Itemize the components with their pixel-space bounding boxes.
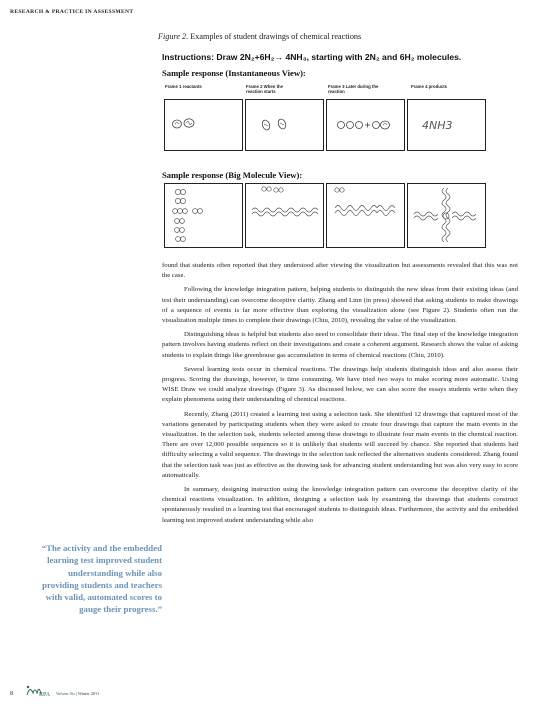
paragraph-6: In summary, designing instruction using the knowledge integration pattern can overcome the deceptive clarity of the chemical reactions visualization. In addition, designing a selection task by examining the drawings that students construct spontaneously resulted in a learning test that encouraged students to distinguish ideas. Furthermore, the activity and the embedded learning test improved student understanding while also	[162, 486, 518, 524]
paragraph-2: Following the knowledge integration pattern, helping students to distinguish the new ideas from their existing ideas (and test their understanding) can overcome deceptive clarity. Zhang and Linn (in press) showed that asking students to make drawings of a sequence of events is far more effective than exploring the visualization alone (see Figure 2). Students often run the visualization multiple times to complete their drawings (Chiu, 2010), revealing the value of the visualization.	[162, 286, 518, 325]
instant-frame-4	[407, 99, 486, 151]
frame-label-2: Frame 2 When the reaction starts	[246, 84, 284, 94]
reaction-start-drawing	[246, 100, 323, 150]
big-molecule-view-label: Sample response (Big Molecule View):	[162, 170, 303, 180]
frame4-handwriting: 4NH3	[422, 119, 453, 132]
instant-frame-3	[326, 99, 405, 151]
article-body	[162, 261, 518, 530]
later-reaction-drawing	[327, 100, 404, 150]
big-later-reaction-drawing	[327, 184, 404, 247]
pull-quote: “The activity and the embedded learning test improved student understanding while also providing students and teachers with valid, automated scores to gauge their progress.”	[41, 543, 162, 615]
paragraph-5: Recently, Zhang (2011) created a learning test using a selection task. She identified 12 drawings that captured most of the variations generated by participating students when they were asked to create four drawings that capture the main events in the visualization. In the selection task, students selected among these drawings to illustrate four main events in the chemical reaction. There are over 12,000 possible sequences so it is unlikely that students will succeed by chance. She reported that students had difficulty selecting a valid sequence. The drawings in the selection task reflected the alternatives students considered. Zhang found that the selection task was just as effective as the drawing task for advancing student understanding but was also very easy to score automatically.	[162, 410, 518, 479]
big-reactants-drawing	[165, 184, 242, 247]
footer-volume: Volume Six	[56, 691, 75, 696]
frame-label-1: Frame 1 reactants	[165, 84, 202, 89]
logo-text: RPA	[39, 692, 51, 698]
reactants-drawing	[165, 100, 242, 150]
big-reaction-start-drawing	[246, 184, 323, 247]
big-frame-2	[245, 183, 324, 248]
big-frame-1	[164, 183, 243, 248]
instantaneous-view-label: Sample response (Instantaneous View):	[162, 68, 306, 78]
paragraph-3: Distinguishing ideas is helpful but students also need to consolidate their ideas. The final step of the knowledge integration pattern involves having students reflect on their investigations and create a coherent argument. Research shows the value of asking students to explain things like greenhouse gas accumulation in terms of chemical reactions (Chiu, 2010).	[162, 331, 518, 359]
products-drawing	[408, 100, 485, 150]
footer-separator: |	[74, 691, 78, 696]
figure-caption-label: Figure 2.	[158, 32, 189, 41]
paragraph-4: Several learning tests occur in chemical reactions. The drawings help students distinguish ideas and also assess their progress. Scoring the drawings, however, is time consuming. We have tried two ways to make scoring more automatic. Using WISE Draw we could analyze drawings (Figure 3). As discussed below, we can also score the essays students write when they explain phenomena using their understanding of chemical reactions.	[162, 365, 518, 404]
frame-label-3: Frame 3 Later during the reaction	[328, 84, 379, 94]
footer-season: Winter 2011	[77, 691, 100, 696]
figure-instructions: Instructions: Draw 2N₂+6H₂→ 4NH₃, starting with 2N₂ and 6H₂ molecules.	[162, 52, 462, 62]
footer-issue	[56, 691, 99, 696]
big-products-drawing	[408, 184, 485, 247]
running-head: RESEARCH & PRACTICE IN ASSESSMENT	[10, 9, 134, 15]
figure-caption	[158, 32, 361, 41]
big-frame-3	[326, 183, 405, 248]
big-frame-4	[407, 183, 486, 248]
instant-frame-1	[164, 99, 243, 151]
paragraph-1: found that students often reported that they understood after viewing the visualization but assessments revealed that this was not the case.	[162, 262, 518, 280]
page-number: 8	[10, 691, 13, 697]
instant-frame-2	[245, 99, 324, 151]
rpa-logo-icon	[24, 683, 52, 699]
frame-label-4: Frame 4 products	[411, 84, 448, 89]
figure-caption-text: Examples of student drawings of chemical reactions	[188, 32, 362, 41]
